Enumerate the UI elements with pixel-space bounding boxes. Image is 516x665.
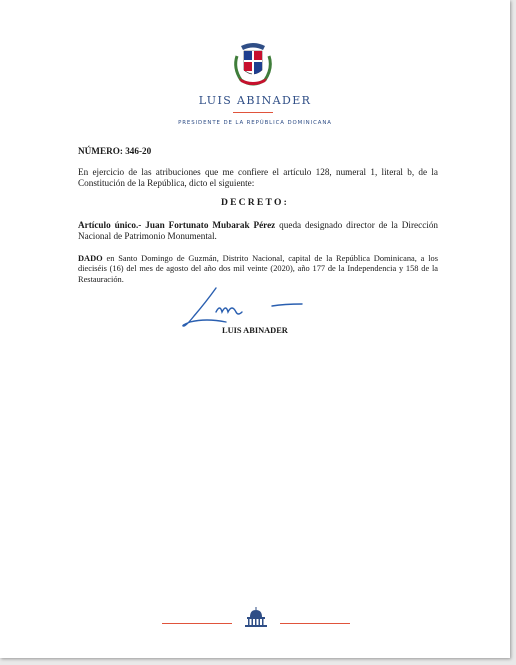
signatory-name: LUIS ABINADER xyxy=(222,326,288,335)
header-name: LUIS ABINADER xyxy=(198,94,312,107)
decree-number: NÚMERO: 346-20 xyxy=(78,146,152,156)
article-paragraph xyxy=(78,220,438,242)
preamble-paragraph: En ejercicio de las atribuciones que me confiere el artículo 128, numeral 1, literal b, de la Constitución de la República, dicto el siguiente: xyxy=(78,167,438,189)
dado-lead: DADO xyxy=(78,254,103,263)
dado-paragraph xyxy=(78,254,438,285)
palace-dome-icon xyxy=(243,605,269,627)
article-body: queda designado director de la Dirección Nacional de Patrimonio Monumental. xyxy=(78,220,439,242)
footer-divider-right xyxy=(280,623,350,624)
header-divider xyxy=(233,112,273,113)
coat-of-arms-icon xyxy=(231,40,275,86)
decree-title: DECRETO: xyxy=(220,197,290,208)
article-lead: Artículo único.- Juan Fortunato Mubarak Pérez xyxy=(78,220,276,230)
dado-body: en Santo Domingo de Guzmán, Distrito Nacional, capital de la República Dominicana, a los dieciséis (16) del mes de agosto del año dos mil veinte (2020), año 177 de la Independencia y 158 de la Restauración. xyxy=(78,254,438,284)
header-role: PRESIDENTE DE LA REPÚBLICA DOMINICANA xyxy=(178,120,332,126)
footer-divider-left xyxy=(162,623,232,624)
